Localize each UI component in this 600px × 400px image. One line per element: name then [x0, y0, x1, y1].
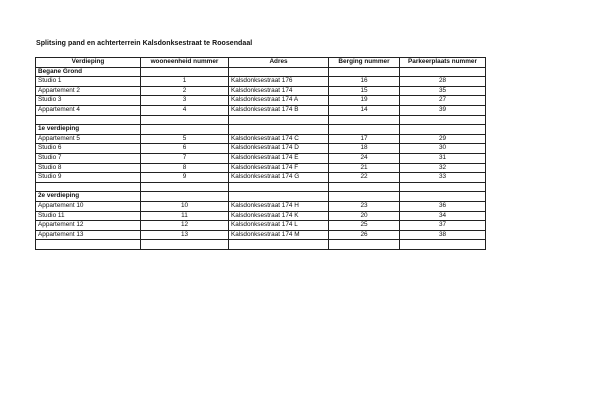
cell-wooneenheid: 2: [141, 86, 229, 96]
cell-adres: Kalsdonksestraat 174 M: [229, 230, 329, 240]
cell-berging: 17: [329, 134, 400, 144]
header-parkeerplaats: Parkeerplaats nummer: [400, 58, 486, 68]
cell-adres: Kalsdonksestraat 174 H: [229, 201, 329, 211]
cell-parkeerplaats: 38: [400, 230, 486, 240]
table-row: [36, 144, 486, 154]
empty-cell: [329, 182, 400, 192]
cell-verdieping: Studio 7: [36, 153, 141, 163]
section-header-row: [36, 125, 486, 135]
cell-verdieping: Appartement 12: [36, 221, 141, 231]
cell-berging: 21: [329, 163, 400, 173]
header-wooneenheid: wooneenheid nummer: [141, 58, 229, 68]
section-title: 2e verdieping: [36, 192, 141, 202]
cell-adres: Kalsdonksestraat 174 F: [229, 163, 329, 173]
cell-verdieping: Studio 6: [36, 144, 141, 154]
empty-cell: [400, 125, 486, 135]
cell-adres: Kalsdonksestraat 174 E: [229, 153, 329, 163]
empty-cell: [400, 192, 486, 202]
table-row: [36, 201, 486, 211]
unit-table: [35, 57, 486, 250]
empty-cell: [141, 125, 229, 135]
cell-wooneenheid: 3: [141, 96, 229, 106]
cell-wooneenheid: 10: [141, 201, 229, 211]
cell-adres: Kalsdonksestraat 174 C: [229, 134, 329, 144]
blank-row: [36, 240, 486, 250]
cell-berging: 20: [329, 211, 400, 221]
cell-berging: 15: [329, 86, 400, 96]
cell-wooneenheid: 9: [141, 173, 229, 183]
empty-cell: [36, 182, 141, 192]
cell-verdieping: Studio 8: [36, 163, 141, 173]
cell-wooneenheid: 13: [141, 230, 229, 240]
cell-verdieping: Appartement 2: [36, 86, 141, 96]
cell-parkeerplaats: 30: [400, 144, 486, 154]
empty-cell: [400, 67, 486, 77]
header-adres: Adres: [229, 58, 329, 68]
empty-cell: [141, 115, 229, 125]
cell-verdieping: Appartement 5: [36, 134, 141, 144]
header-verdieping: Verdieping: [36, 58, 141, 68]
empty-cell: [400, 182, 486, 192]
cell-verdieping: Appartement 13: [36, 230, 141, 240]
empty-cell: [141, 182, 229, 192]
cell-adres: Kalsdonksestraat 174: [229, 86, 329, 96]
section-title: Begane Grond: [36, 67, 141, 77]
table-row: [36, 173, 486, 183]
table-row: [36, 163, 486, 173]
header-berging: Berging nummer: [329, 58, 400, 68]
cell-parkeerplaats: 33: [400, 173, 486, 183]
empty-cell: [141, 192, 229, 202]
cell-wooneenheid: 8: [141, 163, 229, 173]
cell-verdieping: Appartement 4: [36, 105, 141, 115]
cell-berging: 25: [329, 221, 400, 231]
table-row: [36, 221, 486, 231]
section-header-row: [36, 67, 486, 77]
cell-parkeerplaats: 31: [400, 153, 486, 163]
empty-cell: [229, 125, 329, 135]
cell-parkeerplaats: 39: [400, 105, 486, 115]
empty-cell: [400, 240, 486, 250]
cell-parkeerplaats: 28: [400, 77, 486, 87]
empty-cell: [229, 192, 329, 202]
cell-wooneenheid: 4: [141, 105, 229, 115]
cell-adres: Kalsdonksestraat 174 D: [229, 144, 329, 154]
empty-cell: [229, 182, 329, 192]
table-body: [36, 67, 486, 249]
empty-cell: [141, 240, 229, 250]
cell-verdieping: Studio 1: [36, 77, 141, 87]
empty-cell: [329, 115, 400, 125]
empty-cell: [329, 192, 400, 202]
blank-row: [36, 115, 486, 125]
empty-cell: [229, 67, 329, 77]
empty-cell: [329, 240, 400, 250]
empty-cell: [329, 67, 400, 77]
empty-cell: [229, 115, 329, 125]
table-row: [36, 230, 486, 240]
cell-verdieping: Appartement 10: [36, 201, 141, 211]
cell-parkeerplaats: 27: [400, 96, 486, 106]
cell-parkeerplaats: 35: [400, 86, 486, 96]
empty-cell: [141, 67, 229, 77]
cell-parkeerplaats: 34: [400, 211, 486, 221]
header-row: [36, 58, 486, 68]
cell-adres: Kalsdonksestraat 174 A: [229, 96, 329, 106]
empty-cell: [36, 240, 141, 250]
document-title: Splitsing pand en achterterrein Kalsdonksestraat te Roosendaal: [36, 40, 253, 47]
cell-parkeerplaats: 37: [400, 221, 486, 231]
table-row: [36, 86, 486, 96]
cell-berging: 16: [329, 77, 400, 87]
cell-adres: Kalsdonksestraat 174 G: [229, 173, 329, 183]
cell-adres: Kalsdonksestraat 174 L: [229, 221, 329, 231]
table-row: [36, 153, 486, 163]
table-row: [36, 77, 486, 87]
cell-adres: Kalsdonksestraat 176: [229, 77, 329, 87]
cell-berging: 24: [329, 153, 400, 163]
empty-cell: [229, 240, 329, 250]
cell-wooneenheid: 5: [141, 134, 229, 144]
cell-berging: 23: [329, 201, 400, 211]
cell-verdieping: Studio 3: [36, 96, 141, 106]
cell-verdieping: Studio 11: [36, 211, 141, 221]
cell-berging: 18: [329, 144, 400, 154]
cell-berging: 14: [329, 105, 400, 115]
empty-cell: [36, 115, 141, 125]
cell-wooneenheid: 1: [141, 77, 229, 87]
cell-berging: 26: [329, 230, 400, 240]
cell-berging: 22: [329, 173, 400, 183]
table-row: [36, 96, 486, 106]
empty-cell: [400, 115, 486, 125]
cell-verdieping: Studio 9: [36, 173, 141, 183]
blank-row: [36, 182, 486, 192]
cell-parkeerplaats: 29: [400, 134, 486, 144]
table-row: [36, 211, 486, 221]
section-title: 1e verdieping: [36, 125, 141, 135]
section-header-row: [36, 192, 486, 202]
cell-adres: Kalsdonksestraat 174 B: [229, 105, 329, 115]
cell-parkeerplaats: 36: [400, 201, 486, 211]
cell-wooneenheid: 11: [141, 211, 229, 221]
cell-parkeerplaats: 32: [400, 163, 486, 173]
cell-adres: Kalsdonksestraat 174 K: [229, 211, 329, 221]
table-row: [36, 105, 486, 115]
cell-wooneenheid: 12: [141, 221, 229, 231]
cell-berging: 19: [329, 96, 400, 106]
empty-cell: [329, 125, 400, 135]
table-row: [36, 134, 486, 144]
cell-wooneenheid: 7: [141, 153, 229, 163]
cell-wooneenheid: 6: [141, 144, 229, 154]
